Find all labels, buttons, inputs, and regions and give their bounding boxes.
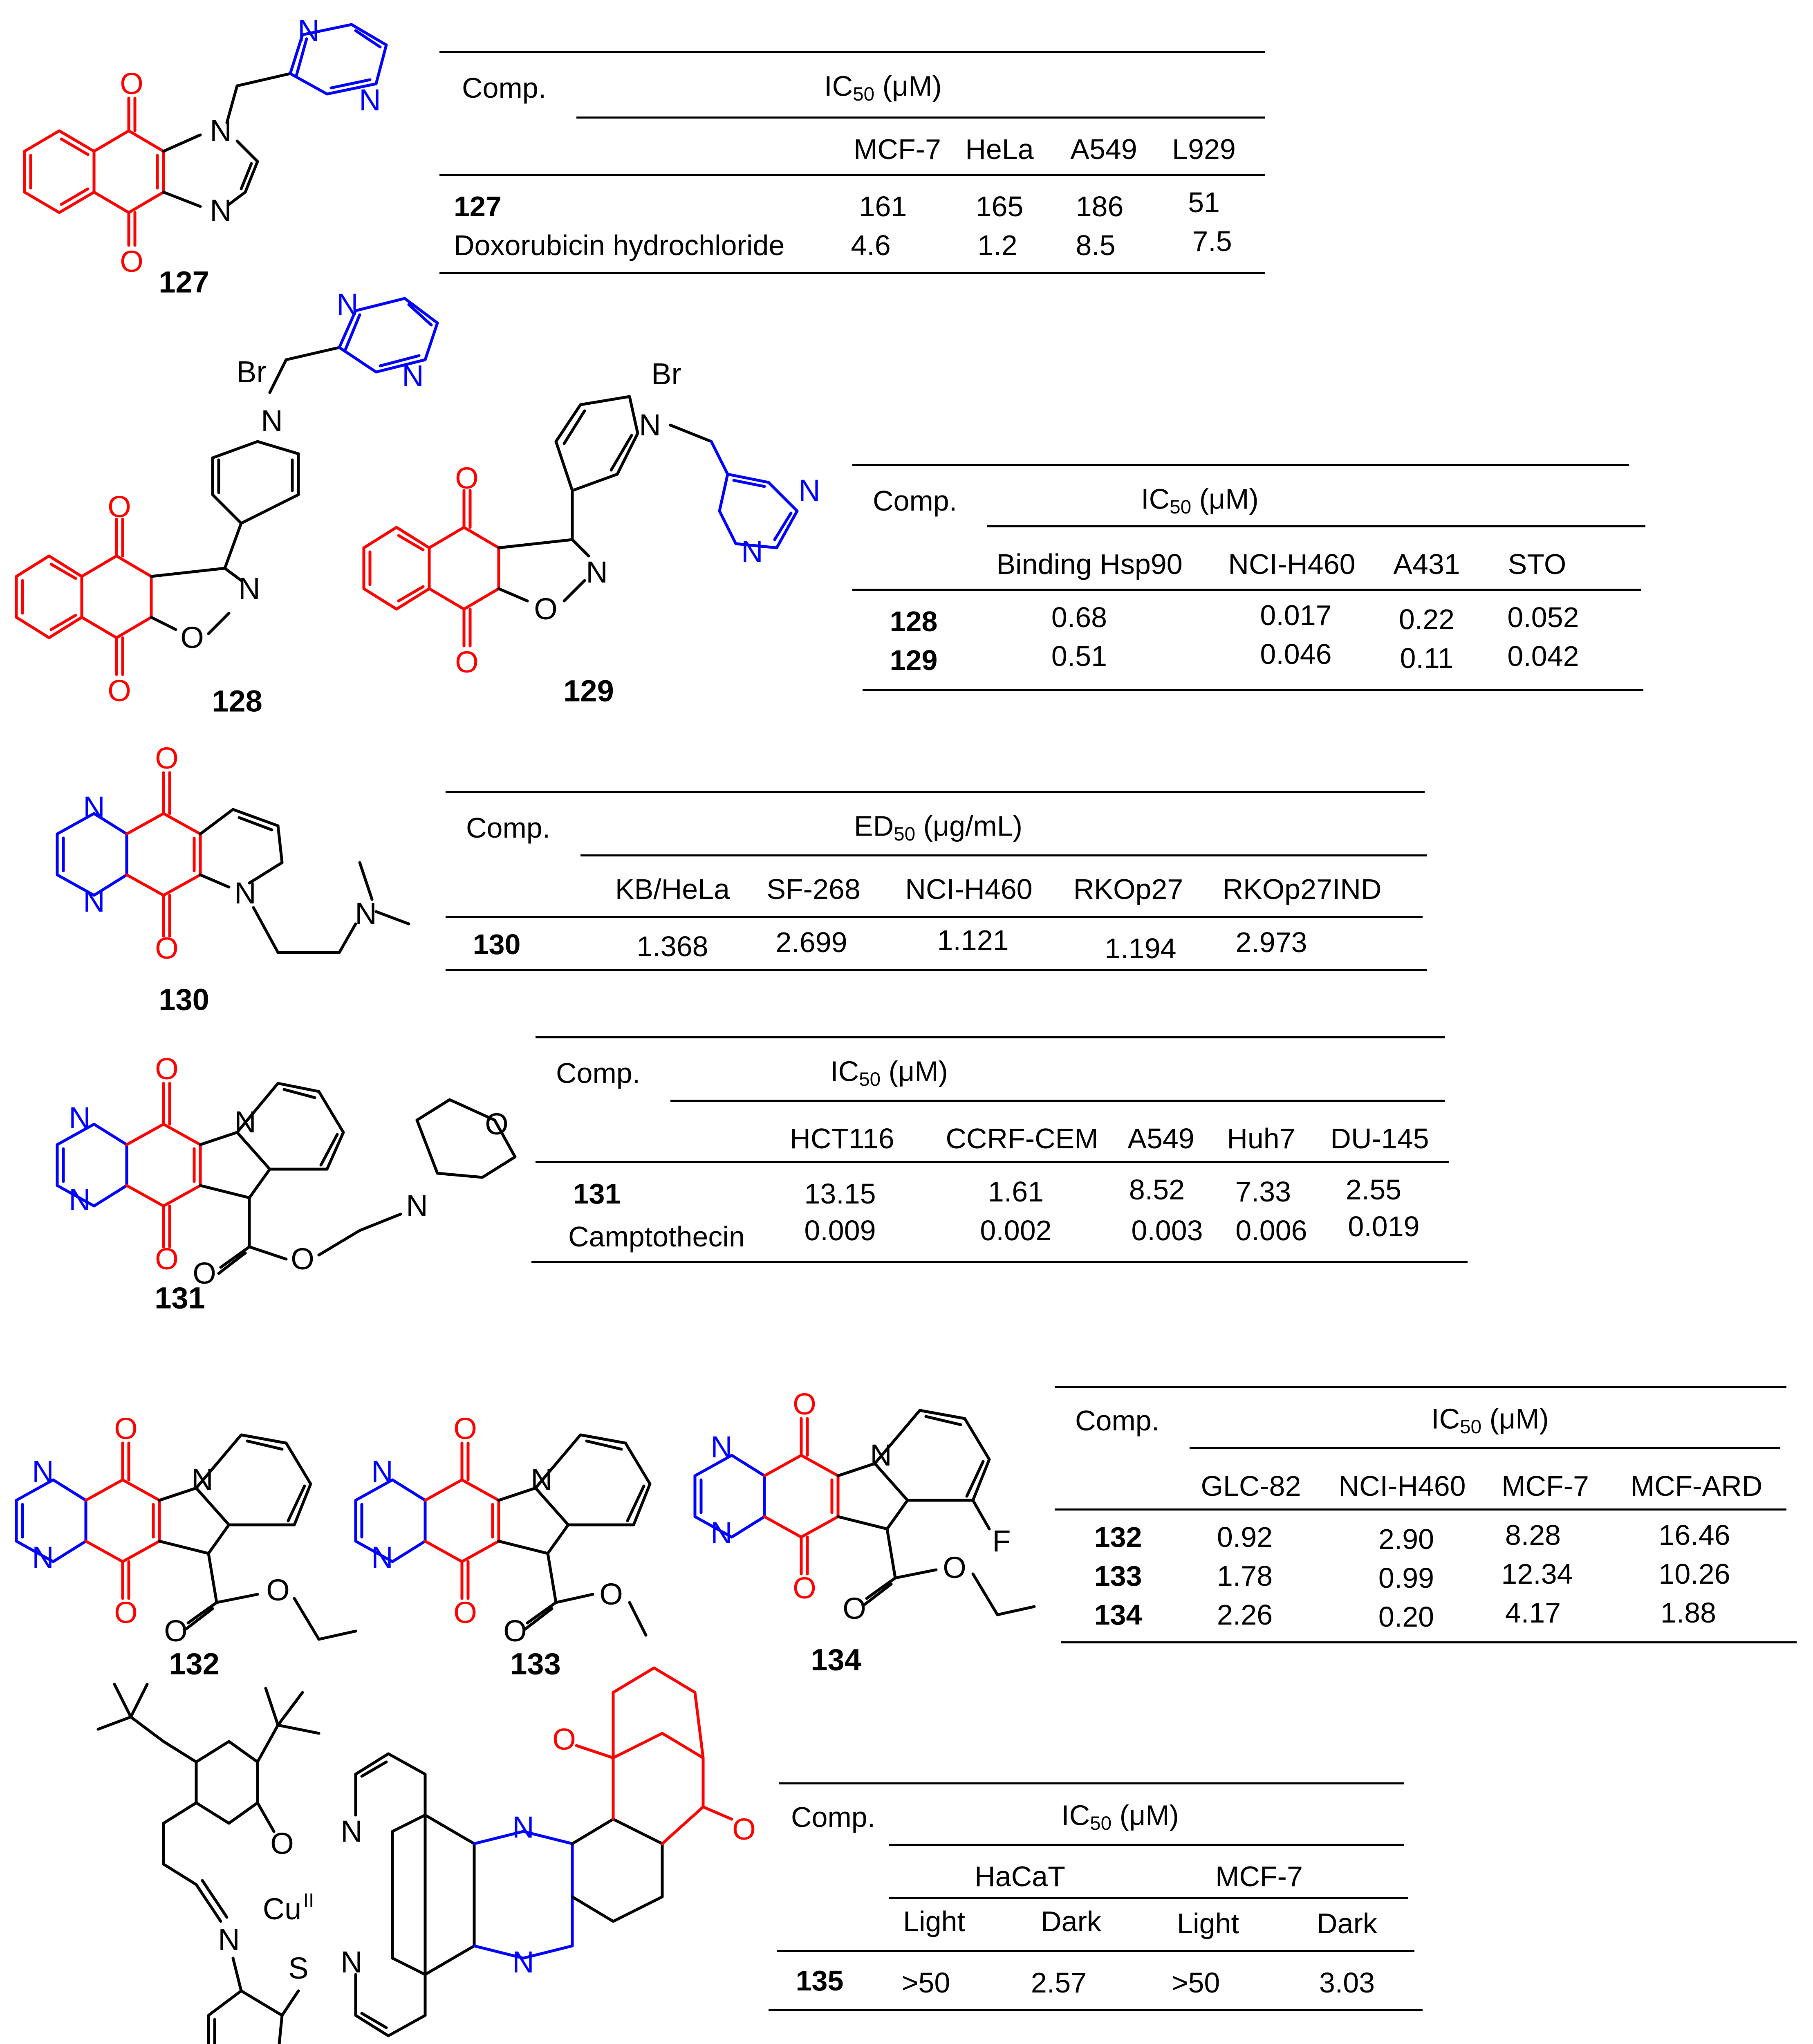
oxygen-atom: O [453,1412,477,1446]
group-header: MCF-7 [1215,1860,1303,1892]
nitrogen-atom: N [210,114,232,148]
table-cell: 1.368 [636,930,708,962]
nitrogen-atom: N [69,1183,91,1217]
copper-oxidation-state: II [303,1890,314,1912]
table-cell: 0.002 [980,1215,1052,1246]
column-header: Light [903,1905,965,1937]
measure-header: $IC_{50}$ (μM) [1061,1799,1179,1835]
nitrogen-atom: N [234,876,256,910]
table-cell: 0.99 [1378,1562,1434,1594]
table-rule [863,689,1643,691]
table-cell: 13.15 [804,1178,876,1210]
nitrogen-atom: N [218,1923,240,1957]
table-cell: 0.019 [1348,1210,1420,1242]
table-rule [852,464,1629,466]
table-rule [1061,1641,1797,1643]
table-rule [1190,1447,1780,1449]
table-cell: 1.88 [1660,1597,1717,1629]
table-cell: 0.003 [1131,1215,1203,1246]
table-rule [446,969,1427,971]
nitrogen-atom: N [298,13,320,47]
column-header: DU-145 [1330,1123,1429,1154]
table-rule [580,854,1427,856]
nitrogen-atom: N [32,1455,54,1488]
fluorine-atom: F [992,1524,1011,1558]
nitrogen-atom: N [512,1945,534,1979]
copper-atom: Cu [262,1892,302,1926]
row-name: 130 [473,928,521,960]
compound-label-127: 127 [159,265,209,299]
table-cell: 2.57 [1031,1967,1087,1999]
nitrogen-atom: N [371,1455,393,1488]
table-rule [1055,1508,1786,1511]
structure-128 [16,298,437,675]
nitrogen-atom: N [406,1189,428,1223]
table-cell: 0.042 [1507,640,1579,672]
oxygen-atom: O [455,461,479,495]
structure-129 [364,397,797,646]
comp-header: Comp. [791,1801,876,1833]
table-cell: 1.194 [1105,932,1177,964]
oxygen-atom: O [599,1577,623,1611]
column-header: STO [1508,548,1566,580]
measure-header: $IC_{50}$ (μM) [1141,483,1259,518]
nitrogen-atom: N [32,1540,54,1574]
oxygen-atom: O [155,1052,179,1086]
table-cell: 7.33 [1235,1176,1291,1208]
table-cell: 0.052 [1507,601,1579,633]
nitrogen-atom: N [371,1540,393,1574]
oxygen-atom: O [843,1591,866,1625]
oxygen-atom: O [193,1256,216,1290]
nitrogen-atom: N [870,1438,892,1472]
nitrogen-atom: N [341,1945,363,1979]
oxygen-atom: O [453,1596,477,1629]
nitrogen-atom: N [191,1463,213,1497]
measure-header: $IC_{50}$ (μM) [824,70,942,105]
nitrogen-atom: N [210,193,232,227]
oxygen-atom: O [503,1614,527,1648]
table-cell: 2.973 [1235,926,1307,958]
nitrogen-atom: N [531,1463,553,1497]
table-cell: 0.68 [1051,601,1107,633]
column-header: HCT116 [790,1123,894,1154]
table-cell: 0.92 [1217,1521,1273,1553]
column-header: NCI-H460 [1338,1470,1466,1502]
measure-header: $IC_{50}$ (μM) [1431,1403,1549,1438]
table-cell: 1.78 [1217,1560,1273,1592]
table-cell: 2.699 [775,926,847,958]
comp-header: Comp. [462,72,547,104]
table-cell: 0.017 [1260,599,1332,631]
nitrogen-atom: N [83,884,105,918]
table-cell: 0.046 [1260,638,1332,670]
column-header: RKOp27IND [1222,873,1382,905]
group-header: HaCaT [975,1860,1065,1892]
table-rule [439,51,1265,53]
table-rule [852,589,1641,591]
oxygen-atom: O [155,741,179,775]
oxygen-atom: O [108,490,131,524]
table-cell: 186 [1076,191,1124,222]
table-cell: 161 [859,191,907,222]
row-name: Camptothecin [568,1221,745,1253]
oxygen-atom: O [793,1571,816,1605]
table-rule [769,2009,1423,2011]
column-header: A549 [1070,133,1137,165]
table-cell: 0.11 [1400,642,1454,674]
bromide-atom: Br [651,357,681,391]
oxygen-atom: O [943,1551,966,1585]
column-header: Dark [1041,1905,1101,1937]
column-header: KB/HeLa [615,873,730,905]
comp-header: Comp. [873,485,957,517]
oxygen-atom: O [552,1722,576,1756]
row-name: Doxorubicin hydrochloride [454,229,785,261]
column-header: Light [1177,1907,1239,1939]
table-cell: >50 [901,1967,950,1999]
oxygen-atom: O [455,645,479,679]
oxygen-atom: O [164,1614,188,1648]
structure-131 [57,1083,515,1276]
column-header: HeLa [965,133,1034,165]
table-rule [779,1782,1404,1784]
table-rule [889,1897,1408,1899]
column-header: MCF-7 [854,133,941,165]
table-cell: 0.009 [804,1215,876,1246]
row-name: 128 [890,605,938,637]
column-header: CCRF-CEM [946,1123,1098,1154]
nitrogen-atom: N [402,359,424,393]
compound-label-129: 129 [563,674,614,708]
structure-135 [98,1668,732,2044]
oxygen-atom: O [114,1596,138,1629]
column-header: A431 [1393,548,1460,580]
table-cell: 3.03 [1319,1967,1375,1999]
table-cell: 7.5 [1192,225,1232,257]
nitrogen-atom: N [512,1810,534,1844]
bromide-atom: Br [236,355,267,389]
nitrogen-atom: N [336,287,359,321]
column-header: GLC-82 [1201,1470,1301,1502]
table-cell: 8.52 [1129,1174,1185,1206]
column-header: A549 [1127,1123,1194,1154]
table-rule [531,1261,1468,1263]
table-cell: 10.26 [1658,1558,1730,1590]
nitrogen-atom: N [639,408,661,442]
nitrogen-atom: N [798,473,820,507]
nitrogen-atom: N [69,1101,91,1135]
table-cell: 0.22 [1398,603,1455,635]
table-cell: 1.61 [988,1176,1044,1208]
column-header: SF-268 [766,873,861,905]
oxygen-atom: O [732,1812,756,1846]
nitrogen-atom: N [741,535,763,569]
nitrogen-atom: N [341,1814,363,1848]
table-cell: 2.90 [1378,1523,1434,1555]
nitrogen-atom: N [238,572,260,605]
structure-134 [695,1410,1034,1615]
table-rule [446,791,1425,793]
table-rule [889,1844,1404,1846]
table-cell: 51 [1188,186,1220,218]
compound-label-134: 134 [811,1643,861,1677]
row-name: 133 [1094,1560,1142,1592]
table-cell: 165 [975,191,1024,222]
table-cell: 16.46 [1658,1519,1730,1551]
table-cell: 4.17 [1505,1597,1561,1629]
table-rule [536,1161,1449,1163]
oxygen-atom: O [108,674,131,708]
table-rule [670,1100,1445,1102]
table-rule [439,272,1265,274]
comp-header: Comp. [466,812,551,844]
oxygen-atom: O [291,1242,314,1276]
table-cell: 2.26 [1217,1599,1273,1631]
table-cell: >50 [1171,1967,1220,1999]
comp-header: Comp. [1075,1405,1160,1437]
nitrogen-atom: N [234,1105,256,1139]
table-rule [1055,1386,1786,1388]
structure-132 [16,1435,356,1639]
nitrogen-atom: N [83,790,105,824]
table-cell: 1.121 [937,924,1009,956]
row-name: 129 [890,644,938,676]
oxygen-atom: O [534,592,558,626]
oxygen-atom: O [485,1107,509,1141]
column-header: MCF-ARD [1630,1470,1763,1502]
table-cell: 1.2 [977,229,1017,261]
column-header: Huh7 [1227,1123,1295,1154]
table-cell: 4.6 [851,229,891,261]
table-rule [446,916,1423,918]
column-header: NCI-H460 [1228,548,1356,580]
measure-header: $ED_{50}$ (μg/mL) [854,810,1023,845]
nitrogen-atom: N [355,896,377,930]
oxygen-atom: O [270,1827,294,1860]
table-cell: 8.28 [1505,1519,1561,1551]
oxygen-atom: O [120,244,143,278]
measure-header: $IC_{50}$ (μM) [830,1055,948,1091]
table-cell: 0.006 [1235,1215,1307,1246]
column-header: Dark [1317,1907,1377,1939]
oxygen-atom: O [155,931,179,965]
compound-label-130: 130 [159,982,209,1017]
nitrogen-atom: N [710,1516,733,1550]
sulfur-atom: S [288,1951,309,1985]
oxygen-atom: O [155,1242,179,1276]
oxygen-atom: O [180,621,204,654]
nitrogen-atom: N [261,404,283,438]
oxygen-atom: O [114,1412,138,1446]
nitrogen-atom: N [359,83,381,117]
oxygen-atom: O [266,1573,290,1607]
nitrogen-atom: N [710,1430,733,1464]
oxygen-atom: O [793,1387,816,1421]
table-cell: 8.5 [1076,229,1116,261]
column-header: RKOp27 [1073,873,1183,905]
table-rule [987,525,1645,527]
table-cell: 12.34 [1501,1558,1573,1590]
compound-label-133: 133 [510,1647,561,1681]
compound-label-132: 132 [169,1647,220,1681]
column-header: MCF-7 [1501,1470,1589,1502]
table-cell: 2.55 [1345,1174,1402,1206]
column-header: NCI-H460 [905,873,1033,905]
row-name: 135 [796,1965,844,1997]
column-header: L929 [1172,133,1236,165]
compound-label-131: 131 [155,1281,205,1315]
structure-127 [25,25,386,245]
table-rule [576,117,1265,119]
oxygen-atom: O [120,67,143,101]
table-rule [439,174,1265,176]
column-header: Binding Hsp90 [996,548,1183,580]
comp-header: Comp. [556,1057,641,1089]
table-rule [777,1950,1414,1952]
table-cell: 0.51 [1051,640,1107,672]
nitrogen-atom: N [586,555,608,589]
row-name: 134 [1094,1599,1142,1631]
row-name: 132 [1094,1521,1142,1553]
compound-label-128: 128 [212,684,262,718]
row-name: 131 [573,1178,621,1210]
table-rule [536,1036,1445,1038]
table-cell: 0.20 [1378,1601,1434,1633]
row-name: 127 [454,191,502,222]
